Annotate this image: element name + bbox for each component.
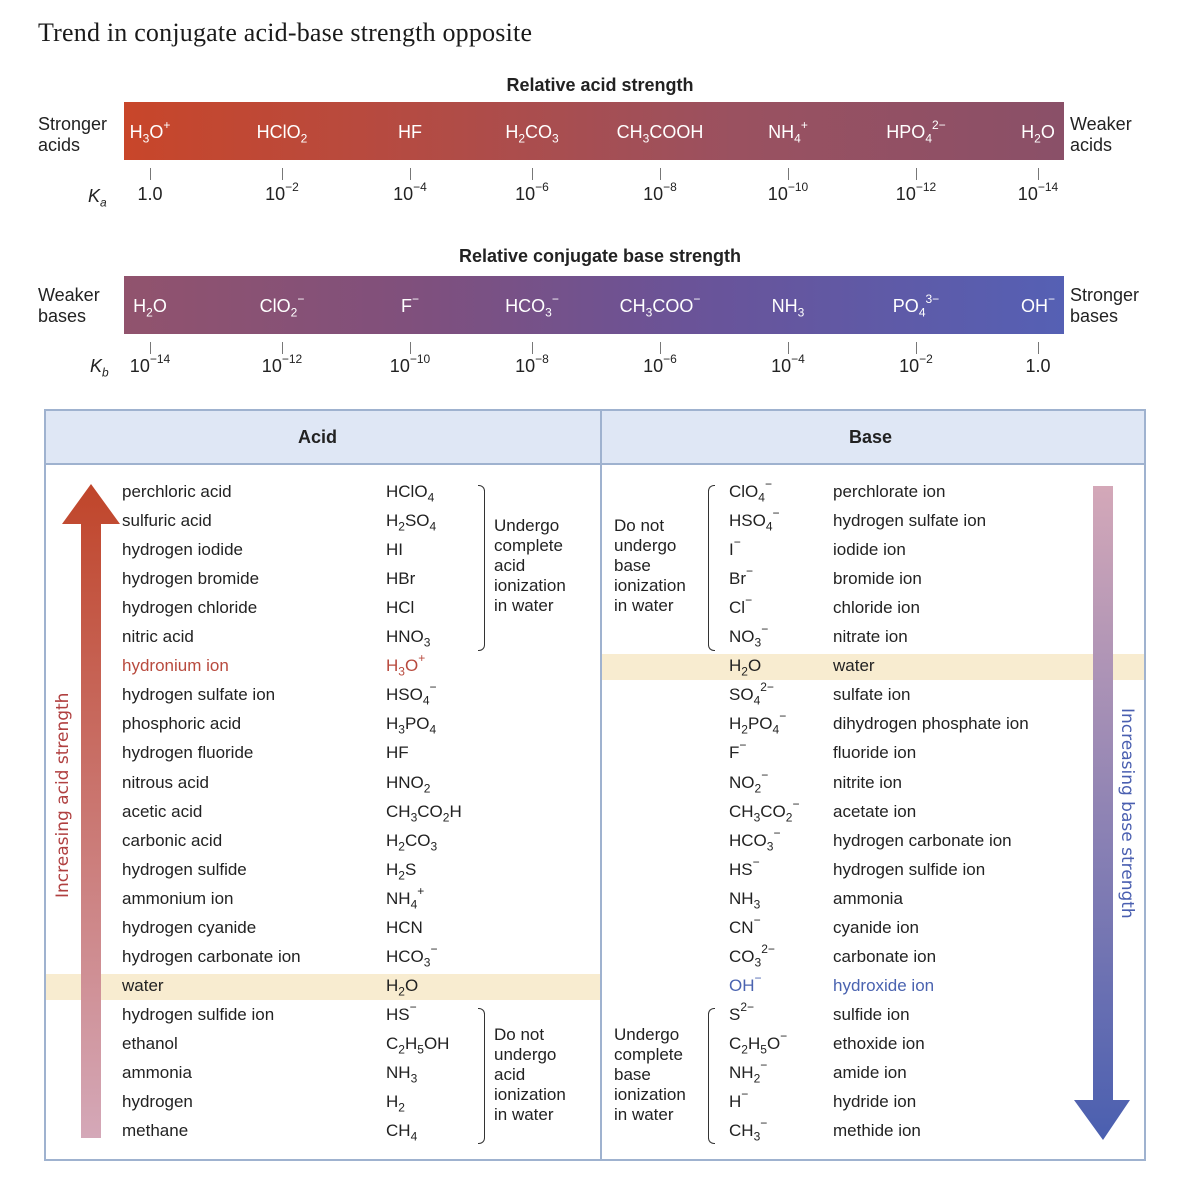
acid-scale-tick <box>916 168 917 180</box>
acid-name: acetic acid <box>122 802 203 821</box>
base-scale-tick <box>788 342 789 354</box>
acid-scale-right-label <box>1070 114 1132 156</box>
acid-scale-species: HClO$_2$ <box>256 122 308 146</box>
acid-name: hydrogen sulfide ion <box>122 1005 275 1024</box>
base-name: ammonia <box>833 889 903 908</box>
base-name: nitrate ion <box>833 627 908 646</box>
base-name: hydroxide ion <box>833 976 935 995</box>
base-formula: $S^{2-}$ <box>729 1000 755 1024</box>
base-formula: $NO_2^-$ <box>729 768 769 796</box>
acid-scale-species: $H_2CO_3$ <box>505 122 559 146</box>
base-formula: H− <box>729 1087 749 1111</box>
weak-acid-brace <box>478 1008 485 1144</box>
acid-scale-tick <box>282 168 283 180</box>
acid-scale-tick <box>1038 168 1039 180</box>
base-scale-k-value: $10^{-2}$ <box>899 352 933 376</box>
acid-scale-k-value: $10^{-4}$ <box>393 180 427 204</box>
acid-formula: $NH_3$ <box>386 1063 418 1086</box>
acid-formula: HF <box>386 743 409 762</box>
acid-formula: $H_3O^+$ <box>386 651 426 679</box>
acid-formula: $H_3PO_4$ <box>386 714 437 737</box>
acid-scale-species: $NH_4^+$ <box>768 118 808 146</box>
page-title: Trend in conjugate acid-base strength opposite <box>38 18 533 47</box>
base-name: cyanide ion <box>833 918 920 937</box>
base-name: sulfide ion <box>833 1005 910 1024</box>
base-formula: $NH_3$ <box>729 889 761 912</box>
base-formula: $CO_3^{2-}$ <box>729 942 775 970</box>
base-formula: $CH_3^-$ <box>729 1116 768 1144</box>
right-label-line-2: acids <box>1070 135 1113 155</box>
acid-arrow-label: Increasing acid strength <box>53 692 73 898</box>
base-arrow-label: Increasing base strength <box>1117 708 1137 919</box>
base-name: dihydrogen phosphate ion <box>833 714 1029 733</box>
acid-name: hydrogen cyanide <box>122 918 257 937</box>
kb-symbol: $K_b$ <box>90 356 109 380</box>
acid-formula: $C_2H_5OH$ <box>386 1034 450 1057</box>
acid-scale-k-value: 1.0 <box>137 184 163 204</box>
acid-name: methane <box>122 1121 189 1140</box>
acid-formula: HBr <box>386 569 416 588</box>
acid-scale-k-value: $10^{-12}$ <box>895 180 937 204</box>
base-formula: $C_2H_5O^-$ <box>729 1029 788 1057</box>
acid-name: phosphoric acid <box>122 714 242 733</box>
acid-formula: HCN <box>386 918 423 937</box>
acid-name: hydrogen sulfide <box>122 860 247 879</box>
acid-name: hydrogen <box>122 1092 193 1111</box>
strong-acid-brace <box>478 485 485 651</box>
base-formula: $H_2PO_4^-$ <box>729 709 787 737</box>
acid-scale-tick <box>410 168 411 180</box>
base-scale-tick <box>1038 342 1039 354</box>
acid-scale-species: $H_3O^+$ <box>129 118 171 146</box>
acid-name: hydrogen fluoride <box>122 743 254 762</box>
base-scale-tick <box>660 342 661 354</box>
base-scale-right-label <box>1070 285 1139 327</box>
acid-formula: $H_2$ <box>386 1092 405 1115</box>
column-divider <box>600 411 602 1159</box>
base-scale-species: $H_2O$ <box>133 296 167 320</box>
base-formula: $NO_3^-$ <box>729 622 769 650</box>
base-column-heading: Base <box>849 427 893 447</box>
acid-scale-k-value: $10^{-14}$ <box>1017 180 1059 204</box>
left-label-line-2: bases <box>38 306 87 326</box>
base-scale-species: OH− <box>1020 292 1056 316</box>
strong-acid-note: Undergo complete acid ionization in water <box>494 516 566 615</box>
acid-formula: HI <box>386 540 403 559</box>
base-formula: $HSO_4^-$ <box>729 506 780 534</box>
left-label-line-1: Weaker <box>38 285 100 305</box>
right-label-line-1: Stronger <box>1070 285 1140 305</box>
acid-scale-k-value: $10^{-6}$ <box>515 180 549 204</box>
acid-name: hydrogen sulfate ion <box>122 685 276 704</box>
base-scale-species: F− <box>400 292 420 316</box>
acid-name: ammonia <box>122 1063 192 1082</box>
base-formula: Cl− <box>729 593 753 617</box>
acid-formula: $H_2S$ <box>386 860 417 883</box>
base-formula: OH− <box>729 971 762 995</box>
acid-column-heading: Acid <box>298 427 338 447</box>
base-formula: ClO$_4$− <box>729 477 772 505</box>
base-scale-tick <box>916 342 917 354</box>
left-label-line-1: Stronger <box>38 114 108 134</box>
acid-scale-species: HF <box>398 122 422 142</box>
base-name: sulfate ion <box>833 685 911 704</box>
base-name: fluoride ion <box>833 743 917 762</box>
acid-name: nitric acid <box>122 627 194 646</box>
acid-formula: $HNO_2$ <box>386 773 431 796</box>
acid-name: hydrogen carbonate ion <box>122 947 301 966</box>
acid-name: hydronium ion <box>122 656 229 675</box>
base-scale-k-value: $10^{-12}$ <box>261 352 303 376</box>
acid-name: hydrogen iodide <box>122 540 243 559</box>
acid-name: ammonium ion <box>122 889 234 908</box>
acid-scale-tick <box>660 168 661 180</box>
acid-formula: $NH_4^+$ <box>386 884 425 912</box>
acid-formula: $CH_3CO_2H$ <box>386 802 462 825</box>
base-scale-k-value: 1.0 <box>1025 356 1051 376</box>
base-formula: HS− <box>729 855 760 879</box>
right-label-line-1: Weaker <box>1070 114 1132 134</box>
acid-scale-tick <box>150 168 151 180</box>
base-scale-species: $CH_3COO^-$ <box>619 292 701 320</box>
strong-base-brace <box>708 1008 715 1144</box>
base-name: nitrite ion <box>833 773 902 792</box>
base-formula: $H_2O$ <box>729 656 762 679</box>
table-header <box>46 411 1144 465</box>
base-scale-species: $NH_3$ <box>771 296 805 320</box>
base-scale-k-value: $10^{-6}$ <box>643 352 677 376</box>
base-scale-k-value: $10^{-8}$ <box>515 352 549 376</box>
base-name: methide ion <box>833 1121 921 1140</box>
base-scale-left-label <box>38 285 100 327</box>
left-label-line-2: acids <box>38 135 81 155</box>
strong-base-note: Undergo complete base ionization in water <box>614 1025 686 1124</box>
acid-name: ethanol <box>122 1034 178 1053</box>
base-scale-species: ClO$_2$− <box>259 292 305 320</box>
base-name: hydrogen sulfate ion <box>833 511 987 530</box>
acid-formula: $H_2CO_3$ <box>386 831 438 854</box>
acid-scale-tick <box>788 168 789 180</box>
acid-formula: $HCO_3^-$ <box>386 942 438 970</box>
acid-name: hydrogen chloride <box>122 598 258 617</box>
base-formula: $SO_4^{2-}$ <box>729 680 774 708</box>
base-name: carbonate ion <box>833 947 937 966</box>
acid-scale-tick <box>532 168 533 180</box>
acid-scale-k-value: $10^{-8}$ <box>643 180 677 204</box>
base-name: amide ion <box>833 1063 907 1082</box>
base-formula: I− <box>729 535 741 559</box>
acid-formula: $HSO_4^-$ <box>386 680 437 708</box>
base-scale-k-value: $10^{-10}$ <box>389 352 431 376</box>
base-scale-species: $HCO_3^-$ <box>505 292 559 320</box>
base-name: hydrogen carbonate ion <box>833 831 1012 850</box>
base-formula: $CH_3CO_2^-$ <box>729 797 800 825</box>
base-scale-k-value: $10^{-4}$ <box>771 352 805 376</box>
acid-formula: $H_2O$ <box>386 976 419 999</box>
weak-acid-note: Do not undergo acid ionization in water <box>494 1025 566 1124</box>
base-scale-k-value: $10^{-14}$ <box>129 352 171 376</box>
base-formula: Br− <box>729 564 754 588</box>
acid-formula: HS− <box>386 1000 417 1024</box>
base-formula: $HCO_3^-$ <box>729 826 781 854</box>
base-name: acetate ion <box>833 802 917 821</box>
weak-base-brace <box>708 485 715 651</box>
base-name: chloride ion <box>833 598 920 617</box>
acid-scale-left-label <box>38 114 107 156</box>
acid-name: perchloric acid <box>122 482 232 501</box>
acid-scale-k-value: $10^{-2}$ <box>265 180 299 204</box>
acid-scale-heading: Relative acid strength <box>506 75 694 95</box>
acid-name: hydrogen bromide <box>122 569 260 588</box>
acid-scale-k-value: $10^{-10}$ <box>767 180 809 204</box>
weak-base-note: Do not undergo base ionization in water <box>614 516 686 615</box>
base-name: iodide ion <box>833 540 906 559</box>
right-label-line-2: bases <box>1070 306 1119 326</box>
base-name: perchlorate ion <box>833 482 946 501</box>
acid-scale-species: $HPO_4^{2-}$ <box>886 118 946 146</box>
ka-symbol: $K_a$ <box>88 186 107 210</box>
base-scale-species: $PO_4^{3-}$ <box>892 292 940 320</box>
base-name: water <box>833 656 875 675</box>
base-formula: $NH_2^-$ <box>729 1058 768 1086</box>
acid-formula: HCl <box>386 598 415 617</box>
acid-name: carbonic acid <box>122 831 223 850</box>
base-scale-heading: Relative conjugate base strength <box>458 246 742 266</box>
acid-formula: HClO$_4$ <box>386 482 435 505</box>
base-formula: CN− <box>729 913 761 937</box>
acid-scale-species: $CH_3COOH$ <box>616 122 704 146</box>
acid-name: sulfuric acid <box>122 511 212 530</box>
acid-scale-species: $H_2O$ <box>1021 122 1055 146</box>
base-scale-tick <box>532 342 533 354</box>
acid-name: water <box>122 976 164 995</box>
base-name: hydride ion <box>833 1092 917 1111</box>
acid-formula: $HNO_3$ <box>386 627 431 650</box>
base-name: bromide ion <box>833 569 922 588</box>
acid-formula: $H_2SO_4$ <box>386 511 437 534</box>
base-name: hydrogen sulfide ion <box>833 860 986 879</box>
acid-name: nitrous acid <box>122 773 209 792</box>
base-name: ethoxide ion <box>833 1034 925 1053</box>
base-formula: F− <box>729 738 747 762</box>
acid-formula: $CH_4$ <box>386 1121 418 1144</box>
